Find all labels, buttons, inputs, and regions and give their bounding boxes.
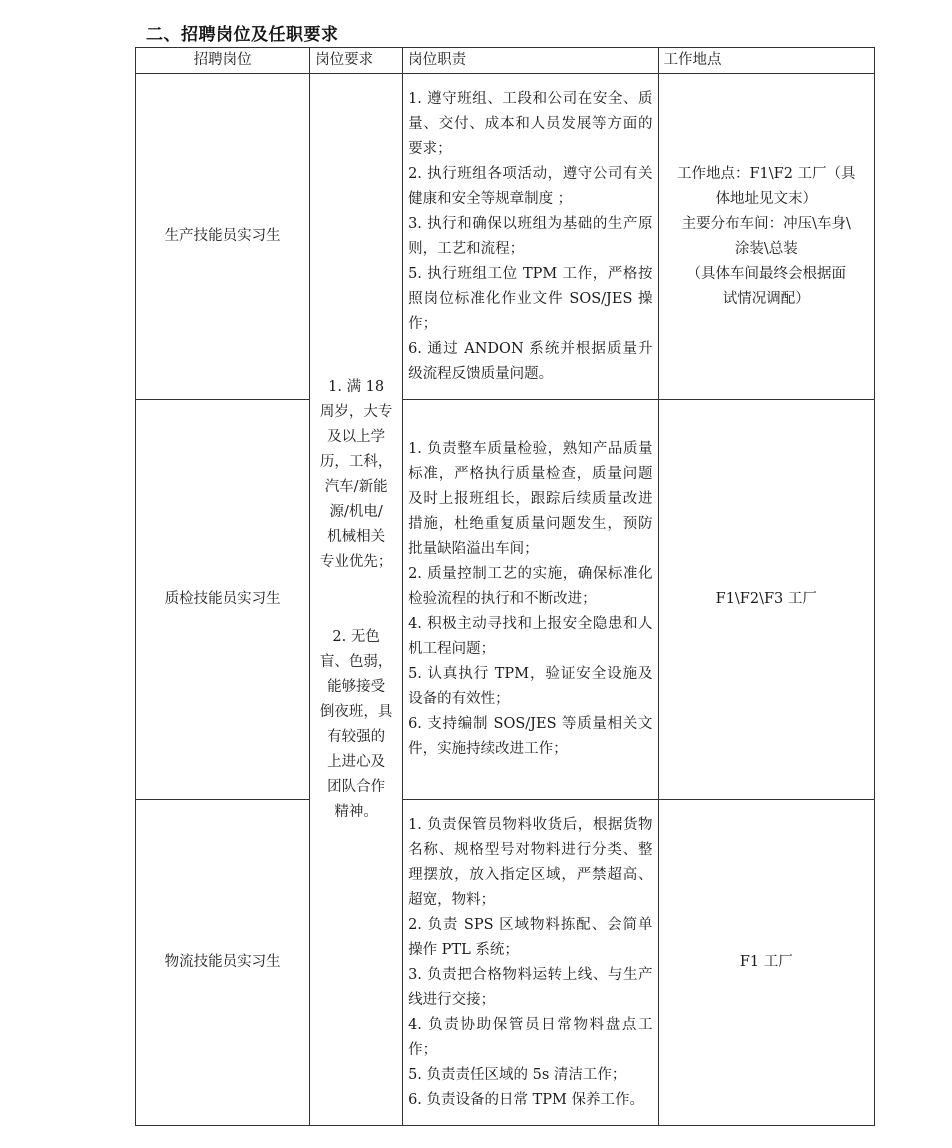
duty-item: 4. 负责协助保管员日常物料盘点工作； bbox=[408, 1016, 653, 1058]
location-line: F1 工厂 bbox=[739, 954, 793, 970]
requirement-line: 机械相关 bbox=[327, 528, 386, 545]
position-cell: 物流技能员实习生 bbox=[136, 800, 310, 1126]
requirement-line: 源/机电/ bbox=[329, 503, 383, 520]
requirement-line: 2. 无色 bbox=[332, 628, 380, 645]
duty-item: 3. 负责把合格物料运转上线、与生产线进行交接； bbox=[408, 966, 653, 1008]
table-row bbox=[136, 800, 875, 1126]
requirement-line: 及以上学 bbox=[327, 428, 386, 445]
spacer bbox=[315, 575, 397, 600]
requirement-line: 上进心及 bbox=[327, 753, 386, 770]
duty-item: 5. 负责责任区域的 5s 清洁工作； bbox=[408, 1066, 627, 1083]
location-line: 体地址见文末） bbox=[715, 190, 818, 207]
duties-cell bbox=[403, 74, 658, 400]
duty-item: 3. 执行和确保以班组为基础的生产原则，工艺和流程； bbox=[408, 215, 653, 257]
location-line: 主要分布车间：冲压\车身\ bbox=[681, 215, 851, 232]
location-line: 试情况调配） bbox=[722, 290, 810, 307]
requirements-cell bbox=[310, 74, 403, 1126]
duties-cell bbox=[403, 800, 658, 1126]
requirement-line: 历，工科， bbox=[319, 453, 393, 470]
duty-item: 1. 负责保管员物料收货后，根据货物名称、规格型号对物料进行分类、整理摆放，放入指定区域，严禁超高、超宽，物料； bbox=[408, 816, 653, 908]
duty-item: 1. 遵守班组、工段和公司在安全、质量、交付、成本和人员发展等方面的要求； bbox=[408, 90, 653, 157]
duty-item: 1. 负责整车质量检验，熟知产品质量标准，严格执行质量检查，质量问题及时上报班组长，跟踪后续质量改进措施，杜绝重复质量问题发生，预防批量缺陷溢出车间； bbox=[408, 441, 653, 557]
duty-item: 2. 执行班组各项活动，遵守公司有关健康和安全等规章制度 ； bbox=[408, 165, 653, 207]
duty-item: 2. 负责 SPS 区域物料拣配、会简单操作 PTL 系统； bbox=[408, 916, 653, 958]
header-duties: 岗位职责 bbox=[403, 48, 658, 74]
section-title: 二、招聘岗位及任职要求 bbox=[146, 25, 339, 45]
requirement-line: 团队合作 bbox=[327, 778, 386, 795]
duty-item: 4. 积极主动寻找和上报安全隐患和人机工程问题； bbox=[408, 616, 653, 657]
table-row bbox=[136, 74, 875, 400]
requirement-line: 汽车/新能 bbox=[324, 478, 388, 495]
location-line: F1\F2\F3 工厂 bbox=[715, 591, 817, 607]
requirement-line: 专业优先； bbox=[319, 553, 393, 570]
recruitment-table bbox=[135, 47, 875, 1126]
location-line: 涂装\总装 bbox=[734, 240, 798, 257]
location-cell bbox=[658, 74, 874, 400]
requirement-line: 周岁，大专 bbox=[319, 403, 393, 420]
requirement-line: 精神。 bbox=[334, 803, 378, 820]
requirement-line: 盲、色弱， bbox=[319, 653, 393, 670]
spacer bbox=[315, 600, 397, 625]
table-row bbox=[136, 400, 875, 800]
location-cell bbox=[658, 800, 874, 1126]
duty-item: 6. 支持编制 SOS/JES 等质量相关文件，实施持续改进工作； bbox=[408, 716, 653, 757]
header-requirements: 岗位要求 bbox=[310, 48, 403, 74]
requirement-line: 倒夜班，具 bbox=[319, 703, 393, 720]
requirement-line: 有较强的 bbox=[327, 728, 386, 745]
duty-item: 5. 执行班组工位 TPM 工作，严格按照岗位标准化作业文件 SOS/JES 操作； bbox=[408, 265, 653, 332]
location-line: （具体车间最终会根据面 bbox=[686, 265, 847, 282]
requirement-line: 1. 满 18 bbox=[328, 378, 385, 395]
duty-item: 6. 通过 ANDON 系统并根据质量升级流程反馈质量问题。 bbox=[408, 340, 653, 382]
duty-item: 5. 认真执行 TPM，验证安全设施及设备的有效性； bbox=[408, 666, 653, 707]
header-position: 招聘岗位 bbox=[136, 48, 310, 74]
table-header-row bbox=[136, 48, 875, 74]
requirement-line: 能够接受 bbox=[327, 678, 386, 695]
header-location: 工作地点 bbox=[658, 48, 874, 74]
duties-cell bbox=[403, 400, 658, 800]
location-cell bbox=[658, 400, 874, 800]
position-cell: 质检技能员实习生 bbox=[136, 400, 310, 800]
duty-item: 2. 质量控制工艺的实施，确保标准化检验流程的执行和不断改进； bbox=[408, 566, 653, 607]
position-cell: 生产技能员实习生 bbox=[136, 74, 310, 400]
location-line: 工作地点：F1\F2 工厂（具 bbox=[676, 165, 856, 182]
duty-item: 6. 负责设备的日常 TPM 保养工作。 bbox=[408, 1091, 645, 1108]
